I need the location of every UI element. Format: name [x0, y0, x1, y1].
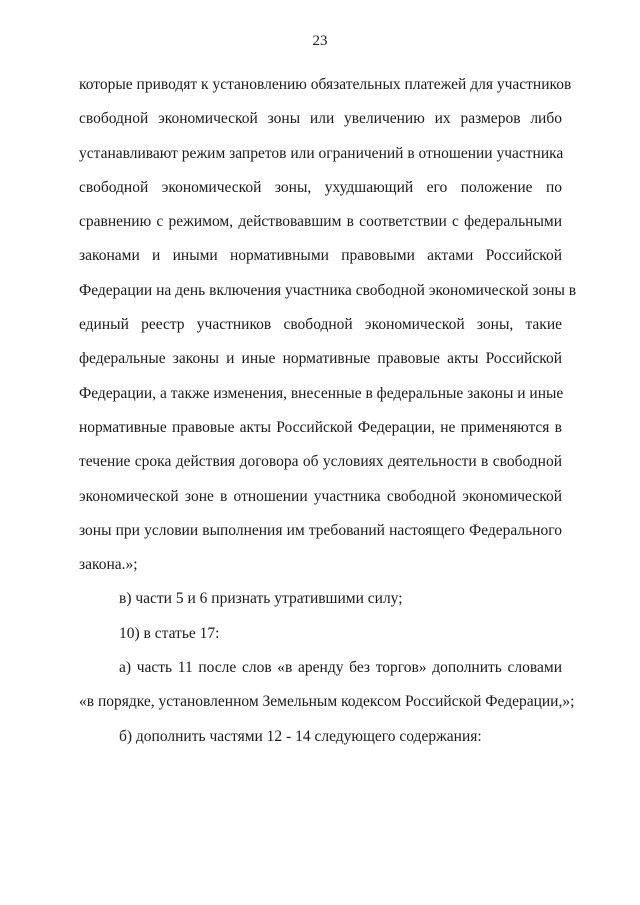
text-line: Федерации, а также изменения, внесенные в федеральные законы и иные [79, 384, 564, 402]
text-line: течение срока действия договора об условиях деятельности в свободной [79, 453, 562, 471]
text-line: зоны при условии выполнения им требований настоящего Федерального [79, 521, 562, 539]
text-line: устанавливают режим запретов или ограничений в отношении участника [79, 144, 564, 162]
text-line: закона.»; [79, 556, 138, 574]
text-line: свободной экономической зоны, ухудшающий его положение по [79, 178, 562, 196]
text-line: Федерации на день включения участника свободной экономической зоны в [79, 281, 577, 299]
page-number: 23 [312, 33, 328, 49]
text-line: законами и иными нормативными правовыми актами Российской [79, 247, 562, 265]
text-line: экономической зоне в отношении участника свободной экономической [79, 487, 562, 505]
text-line: сравнению с режимом, действовавшим в соответствии с федеральными [79, 213, 562, 231]
document-body [79, 73, 577, 759]
text-line: федеральные законы и иные нормативные правовые акты Российской [79, 350, 562, 368]
text-line: в) части 5 и 6 признать утратившими силу; [119, 590, 403, 608]
text-line: свободной экономической зоны или увеличению их размеров либо [79, 110, 562, 128]
text-line: которые приводят к установлению обязательных платежей для участников [79, 76, 572, 93]
text-line: б) дополнить частями 12 - 14 следующего содержания: [119, 727, 482, 745]
text-line: нормативные правовые акты Российской Федерации, не применяются в [79, 418, 562, 436]
text-line: 10) в статье 17: [119, 624, 220, 642]
text-line: единый реестр участников свободной экономической зоны, такие [79, 316, 562, 334]
text-line: «в порядке, установленном Земельным кодексом Российской Федерации,»; [79, 693, 575, 711]
text-line: а) часть 11 после слов «в аренду без торгов» дополнить словами [119, 659, 562, 677]
